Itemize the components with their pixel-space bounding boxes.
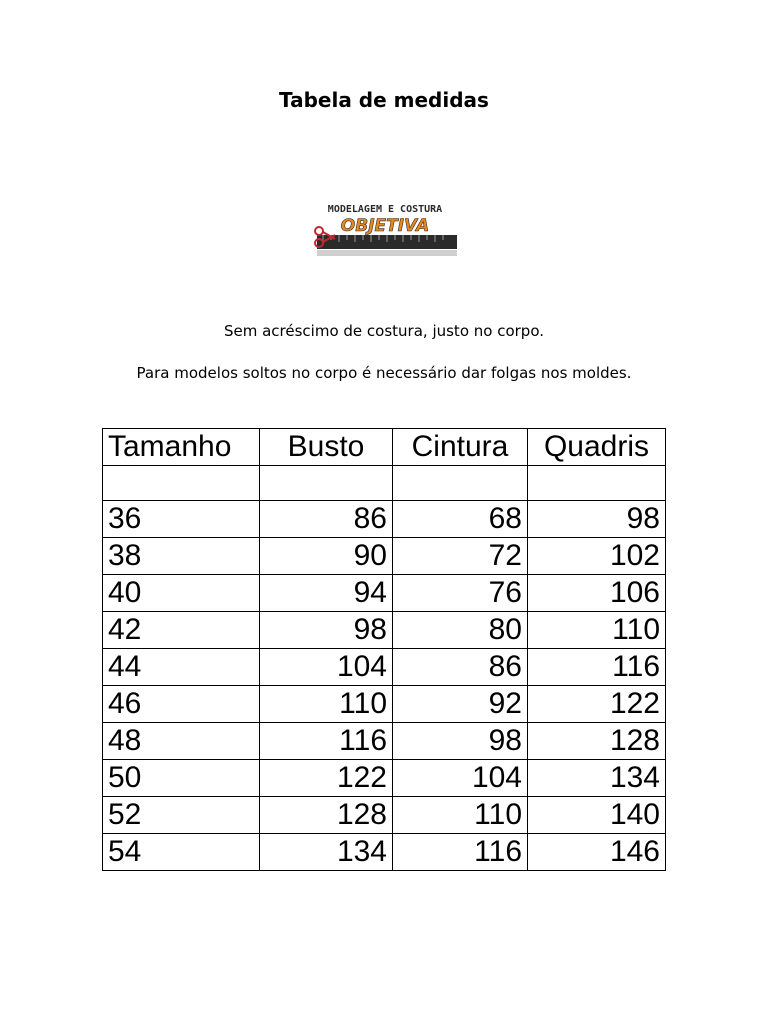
cell-quadris: 122: [528, 686, 666, 723]
table-row: [103, 649, 666, 686]
table-row: [103, 575, 666, 612]
table-cell: [260, 466, 393, 501]
table-row: [103, 612, 666, 649]
table-row: [103, 501, 666, 538]
header-quadris: Quadris: [528, 429, 666, 466]
cell-busto: 128: [260, 797, 393, 834]
cell-quadris: 134: [528, 760, 666, 797]
table-blank-row: [103, 466, 666, 501]
note-loose-fit: Para modelos soltos no corpo é necessário dar folgas nos moldes.: [136, 364, 632, 382]
table-cell: [528, 466, 666, 501]
cell-tamanho: 50: [103, 760, 260, 797]
logo-line2: OBJETIVA: [340, 216, 430, 236]
cell-quadris: 106: [528, 575, 666, 612]
brand-logo: [311, 201, 459, 259]
cell-busto: 134: [260, 834, 393, 871]
cell-quadris: 116: [528, 649, 666, 686]
cell-tamanho: 48: [103, 723, 260, 760]
cell-quadris: 128: [528, 723, 666, 760]
table-row: [103, 686, 666, 723]
cell-quadris: 98: [528, 501, 666, 538]
cell-tamanho: 52: [103, 797, 260, 834]
table-cell: [393, 466, 528, 501]
cell-busto: 90: [260, 538, 393, 575]
cell-tamanho: 36: [103, 501, 260, 538]
table-row: [103, 760, 666, 797]
cell-quadris: 102: [528, 538, 666, 575]
cell-cintura: 92: [393, 686, 528, 723]
cell-tamanho: 46: [103, 686, 260, 723]
cell-busto: 94: [260, 575, 393, 612]
cell-busto: 122: [260, 760, 393, 797]
measurements-table: [102, 428, 666, 871]
header-tamanho: Tamanho: [103, 429, 260, 466]
cell-busto: 104: [260, 649, 393, 686]
cell-tamanho: 44: [103, 649, 260, 686]
table-row: [103, 797, 666, 834]
cell-cintura: 104: [393, 760, 528, 797]
header-cintura: Cintura: [393, 429, 528, 466]
cell-quadris: 146: [528, 834, 666, 871]
cell-tamanho: 54: [103, 834, 260, 871]
cell-cintura: 68: [393, 501, 528, 538]
cell-cintura: 72: [393, 538, 528, 575]
logo-line1: MODELAGEM E COSTURA: [327, 204, 443, 215]
cell-cintura: 86: [393, 649, 528, 686]
cell-cintura: 76: [393, 575, 528, 612]
cell-cintura: 110: [393, 797, 528, 834]
table-row: [103, 723, 666, 760]
table-row: [103, 538, 666, 575]
cell-quadris: 140: [528, 797, 666, 834]
table-header-row: [103, 429, 666, 466]
cell-tamanho: 40: [103, 575, 260, 612]
cell-tamanho: 38: [103, 538, 260, 575]
cell-busto: 116: [260, 723, 393, 760]
cell-busto: 98: [260, 612, 393, 649]
cell-cintura: 116: [393, 834, 528, 871]
table-row: [103, 834, 666, 871]
note-no-seam-allowance: Sem acréscimo de costura, justo no corpo.: [223, 322, 545, 340]
header-busto: Busto: [260, 429, 393, 466]
cell-tamanho: 42: [103, 612, 260, 649]
cell-cintura: 80: [393, 612, 528, 649]
cell-cintura: 98: [393, 723, 528, 760]
cell-quadris: 110: [528, 612, 666, 649]
page-title: Tabela de medidas: [279, 88, 489, 112]
cell-busto: 86: [260, 501, 393, 538]
table-cell: [103, 466, 260, 501]
cell-busto: 110: [260, 686, 393, 723]
